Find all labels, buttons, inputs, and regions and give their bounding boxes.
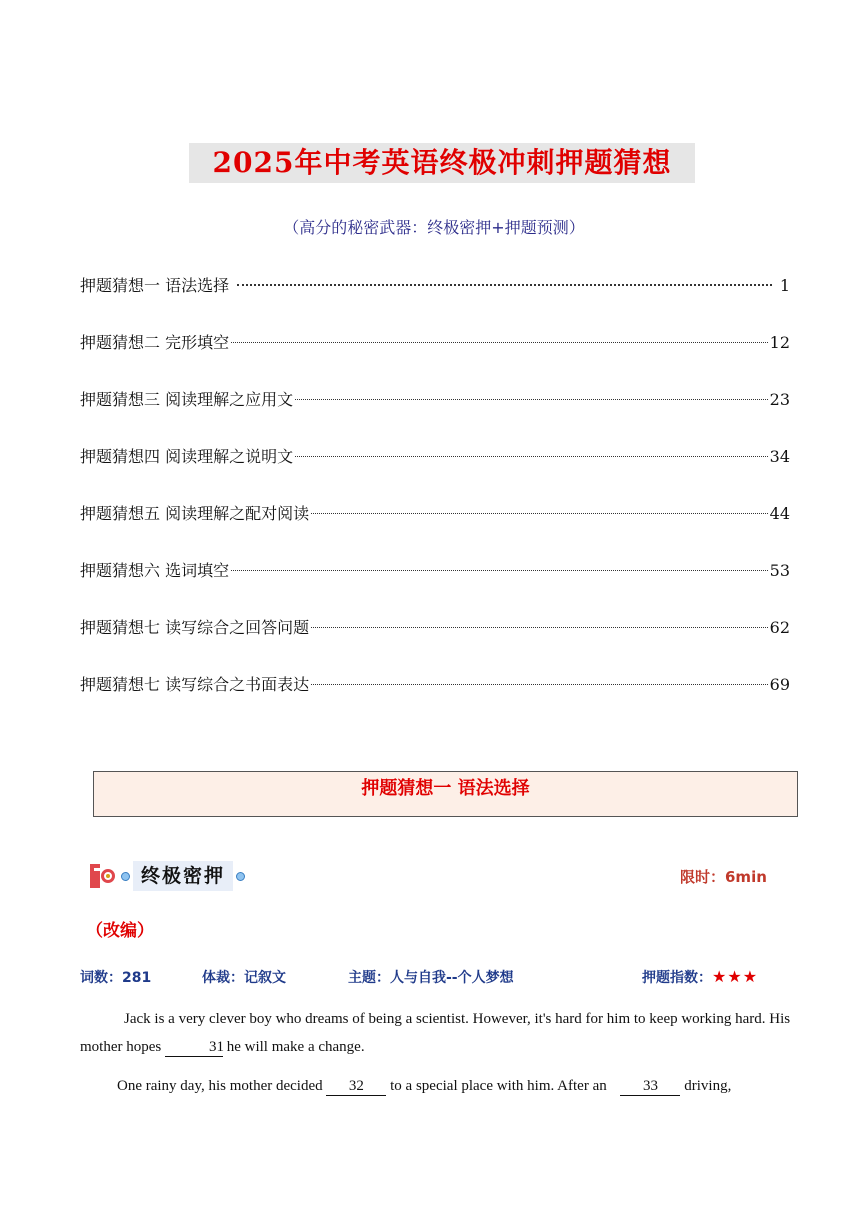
answer-blank-33[interactable]: 33 (620, 1077, 680, 1096)
word-count: 词数：281 (80, 970, 152, 986)
passage-paragraph-1 (80, 1005, 792, 1061)
toc-entry[interactable] (80, 669, 790, 726)
bullet-dot-icon (121, 872, 130, 881)
toc-entry[interactable] (80, 327, 790, 384)
toc-leader (295, 456, 768, 457)
toc-leader (311, 684, 768, 685)
toc-entry[interactable] (80, 555, 790, 612)
toc-leader (295, 399, 768, 400)
toc-label: 押题猜想七 读写综合之回答问题 (80, 618, 310, 637)
rating-label: 押题指数： (642, 970, 712, 986)
toc-label: 押题猜想二 完形填空 (80, 333, 230, 352)
toc-leader (237, 284, 772, 286)
adapted-note: （改编） (86, 921, 154, 941)
toc-page-number: 53 (769, 561, 790, 580)
toc-label: 押题猜想一 语法选择 (80, 276, 230, 295)
passage-text: Jack is a very clever boy who dreams of being a scientist. However, it's hard for him to keep working hard. (124, 1011, 766, 1027)
rating-stars: ★★★ (712, 967, 759, 986)
toc-entry[interactable] (80, 612, 790, 669)
toc-page-number: 69 (769, 675, 790, 694)
toc-leader (231, 342, 768, 343)
table-of-contents (80, 270, 790, 726)
time-limit: 限时：6min (680, 868, 767, 886)
passage-text: His mother hopes (80, 1011, 791, 1055)
toc-leader (311, 627, 768, 628)
toc-page-number: 12 (769, 333, 790, 352)
theme: 主题：人与自我--个人梦想 (348, 970, 514, 986)
toc-label: 押题猜想五 阅读理解之配对阅读 (80, 504, 310, 523)
toc-leader (311, 513, 768, 514)
passage-text: he will make a change. (226, 1039, 365, 1055)
toc-page-number: 23 (769, 390, 790, 409)
prediction-rating (642, 967, 758, 987)
passage-text: to a special place with him. After an (390, 1078, 607, 1094)
toc-page-number: 34 (769, 447, 790, 466)
answer-blank-31[interactable]: 31 (165, 1038, 223, 1057)
final-prediction-badge (90, 859, 248, 893)
section-heading-banner: 押题猜想一 语法选择 (93, 771, 798, 817)
answer-blank-32[interactable]: 32 (326, 1077, 386, 1096)
genre: 体裁：记叙文 (202, 970, 286, 986)
document-subtitle: （高分的秘密武器：终极密押+押题预测） (283, 218, 585, 237)
toc-label: 押题猜想六 选词填空 (80, 561, 230, 580)
toc-label: 押题猜想三 阅读理解之应用文 (80, 390, 294, 409)
book-target-icon (90, 862, 118, 890)
toc-leader (231, 570, 768, 571)
toc-page-number: 1 (779, 276, 790, 295)
toc-label: 押题猜想四 阅读理解之说明文 (80, 447, 294, 466)
passage-text: driving, (684, 1078, 732, 1094)
bullet-dot-icon (236, 872, 245, 881)
toc-entry[interactable] (80, 270, 790, 327)
toc-label: 押题猜想七 读写综合之书面表达 (80, 675, 310, 694)
toc-page-number: 44 (769, 504, 790, 523)
toc-entry[interactable] (80, 384, 790, 441)
badge-label: 终极密押 (133, 861, 233, 891)
document-title: 2025年中考英语终极冲刺押题猜想 (189, 143, 695, 183)
toc-entry[interactable] (80, 441, 790, 498)
toc-page-number: 62 (769, 618, 790, 637)
passage-text: One rainy day, his mother decided (117, 1078, 323, 1094)
toc-entry[interactable] (80, 498, 790, 555)
passage-paragraph-2 (117, 1072, 797, 1100)
